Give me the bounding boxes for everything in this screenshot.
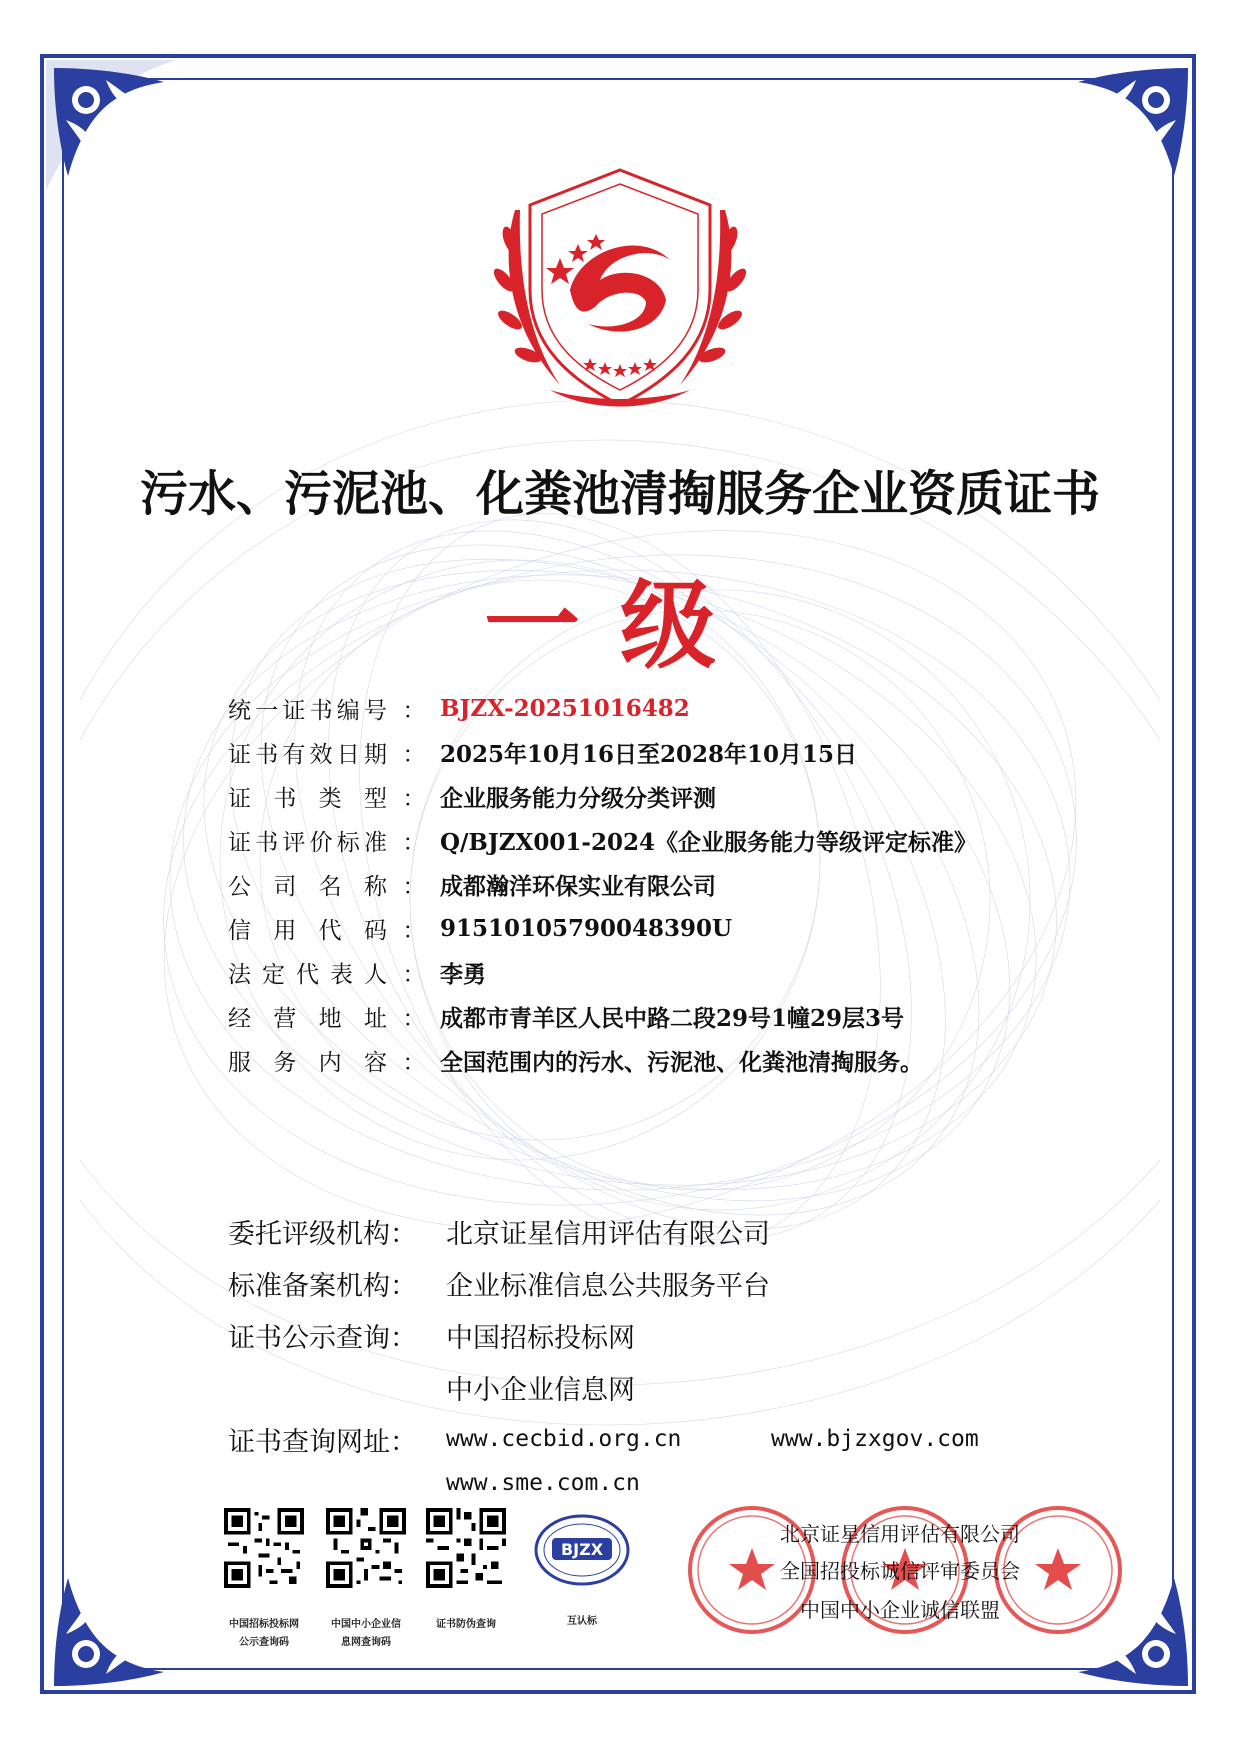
certificate-fields xyxy=(228,686,1128,1082)
qr-code-block-3 xyxy=(416,1508,516,1634)
field-value: 2025年10月16日至2028年10月15日 xyxy=(440,740,858,768)
field-row xyxy=(228,994,1128,1038)
url-label: 证书查询网址： xyxy=(228,1426,417,1458)
field-label: 服 务 内 容 xyxy=(228,1049,388,1076)
public-query-value-2: 中小企业信息网 xyxy=(446,1374,635,1406)
corner-ornament-icon xyxy=(1066,60,1196,190)
field-value: 成都市青羊区人民中路二段29号1幢29层3号 xyxy=(440,1004,905,1032)
corner-ornament-icon xyxy=(46,1564,176,1694)
shield-emblem-icon xyxy=(470,150,770,420)
field-label: 信 用 代 码 xyxy=(228,917,388,944)
field-value: 91510105790048390U xyxy=(440,914,733,942)
standard-org-row xyxy=(228,1257,1128,1309)
field-row xyxy=(228,1038,1128,1082)
rating-org-label: 委托评级机构： xyxy=(228,1218,417,1250)
field-value: Q/BJZX001-2024《企业服务能力等级评定标准》 xyxy=(440,828,977,856)
url-link-3[interactable]: www.sme.com.cn xyxy=(446,1470,640,1496)
seal-text-2: 全国招投标诚信评审委员会 xyxy=(780,1559,1020,1583)
standard-org-label: 标准备案机构： xyxy=(228,1270,417,1302)
field-colon: ： xyxy=(402,1005,426,1032)
public-query-row-2 xyxy=(228,1361,1128,1413)
field-row xyxy=(228,774,1128,818)
qr-code-icon[interactable] xyxy=(224,1508,304,1588)
bjzx-caption: 互认标 xyxy=(567,1616,597,1627)
field-label: 证 书 类 型 xyxy=(228,785,388,812)
field-colon: ： xyxy=(402,961,426,988)
rating-org-row xyxy=(228,1205,1128,1257)
qr-caption: 证书防伪查询 xyxy=(436,1619,496,1630)
bjzx-logo-icon xyxy=(532,1512,632,1588)
field-value: 企业服务能力分级分类评测 xyxy=(440,784,716,812)
field-colon: ： xyxy=(402,873,426,900)
public-query-row xyxy=(228,1309,1128,1361)
url-link-2[interactable]: www.bjzxgov.com xyxy=(771,1426,979,1452)
field-label: 证 书 评 价 标 准 xyxy=(228,829,388,856)
field-colon: ： xyxy=(402,697,426,724)
qr-code-block-1 xyxy=(214,1508,314,1652)
corner-ornament-icon xyxy=(46,60,176,190)
certificate-grade: 一级 xyxy=(484,569,756,682)
bjzx-logo-text: BJZX xyxy=(560,1540,604,1559)
seal-text-1: 北京证星信用评估有限公司 xyxy=(780,1522,1020,1546)
field-value: 成都瀚洋环保实业有限公司 xyxy=(440,872,716,900)
field-row xyxy=(228,862,1128,906)
url-link-1[interactable]: www.cecbid.org.cn xyxy=(446,1426,682,1452)
field-label: 法 定 代 表 人 xyxy=(228,961,388,988)
field-label: 公 司 名 称 xyxy=(228,873,388,900)
certificate-title: 污水、污泥池、化粪池清掏服务企业资质证书 xyxy=(139,466,1100,522)
public-query-label: 证书公示查询： xyxy=(228,1322,417,1354)
public-query-value-1: 中国招标投标网 xyxy=(446,1322,635,1354)
field-row xyxy=(228,950,1128,994)
standard-org-value: 企业标准信息公共服务平台 xyxy=(446,1270,770,1302)
field-colon: ： xyxy=(402,1049,426,1076)
field-row xyxy=(228,730,1128,774)
qr-caption: 中国招标投标网 公示查询码 xyxy=(229,1619,299,1648)
field-colon: ： xyxy=(402,785,426,812)
field-label: 经 营 地 址 xyxy=(228,1005,388,1032)
field-row xyxy=(228,818,1128,862)
qr-code-icon[interactable] xyxy=(326,1508,406,1588)
field-label: 统 一 证 书 编 号 xyxy=(228,697,388,724)
field-row xyxy=(228,686,1128,730)
field-row xyxy=(228,906,1128,950)
field-colon: ： xyxy=(402,741,426,768)
qr-code-block-2 xyxy=(316,1508,416,1652)
field-value: 全国范围内的污水、污泥池、化粪池清掏服务。 xyxy=(440,1048,923,1076)
rating-org-value: 北京证星信用评估有限公司 xyxy=(446,1218,770,1250)
issuer-section xyxy=(228,1205,1128,1501)
seal-text-3: 中国中小企业诚信联盟 xyxy=(800,1598,1000,1622)
field-colon: ： xyxy=(402,829,426,856)
url-row-2 xyxy=(228,1465,1128,1501)
field-label: 证 书 有 效 日 期 xyxy=(228,741,388,768)
qr-caption: 中国中小企业信 息网查询码 xyxy=(331,1619,401,1648)
qr-code-icon[interactable] xyxy=(426,1508,506,1588)
field-value: BJZX-20251016482 xyxy=(440,694,690,722)
url-row xyxy=(228,1413,1128,1465)
field-value: 李勇 xyxy=(440,960,486,988)
field-colon: ： xyxy=(402,917,426,944)
